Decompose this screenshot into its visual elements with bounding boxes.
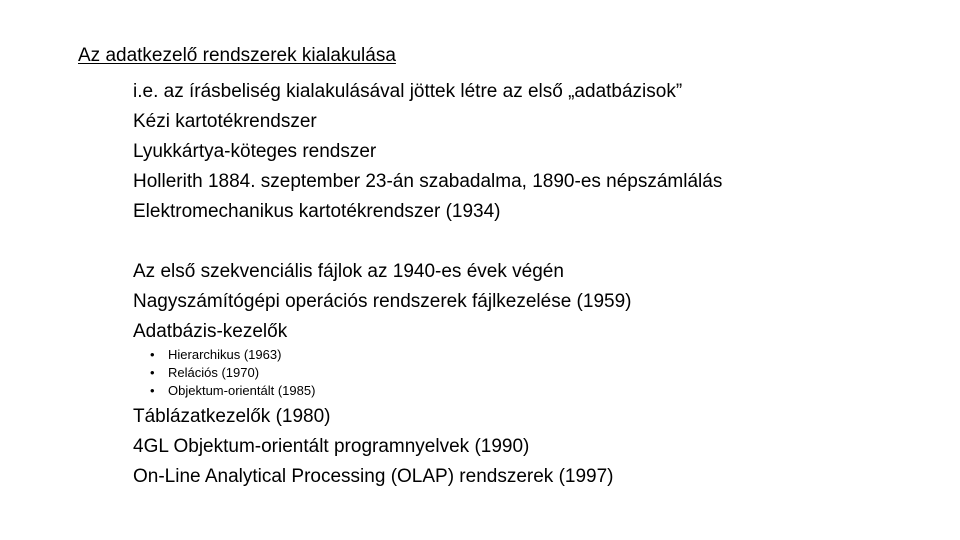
bullet-icon: • <box>150 383 155 398</box>
bullet-list <box>150 346 315 400</box>
text-line: Táblázatkezelők (1980) <box>133 406 331 427</box>
text-line: Nagyszámítógépi operációs rendszerek fájlkezelése (1959) <box>133 291 632 312</box>
text-line: Hollerith 1884. szeptember 23-án szabadalma, 1890-es népszámlálás <box>133 171 723 192</box>
list-item <box>150 382 315 400</box>
slide-title: Az adatkezelő rendszerek kialakulása <box>78 45 396 66</box>
bullet-icon: • <box>150 347 155 362</box>
list-item-label: Objektum-orientált (1985) <box>168 383 316 398</box>
bullet-icon: • <box>150 365 155 380</box>
text-line: 4GL Objektum-orientált programnyelvek (1990) <box>133 436 530 457</box>
text-line: Kézi kartotékrendszer <box>133 111 317 132</box>
list-item-label: Hierarchikus (1963) <box>168 347 282 362</box>
list-item-label: Relációs (1970) <box>168 365 260 380</box>
text-line: i.e. az írásbeliség kialakulásával jöttek létre az első „adatbázisok” <box>133 81 683 102</box>
text-line: On-Line Analytical Processing (OLAP) rendszerek (1997) <box>133 466 614 487</box>
text-line: Adatbázis-kezelők <box>133 321 288 342</box>
list-item <box>150 364 315 382</box>
text-line: Elektromechanikus kartotékrendszer (1934) <box>133 201 501 222</box>
text-line: Lyukkártya-köteges rendszer <box>133 141 377 162</box>
text-line: Az első szekvenciális fájlok az 1940-es évek végén <box>133 261 564 282</box>
list-item <box>150 346 315 364</box>
